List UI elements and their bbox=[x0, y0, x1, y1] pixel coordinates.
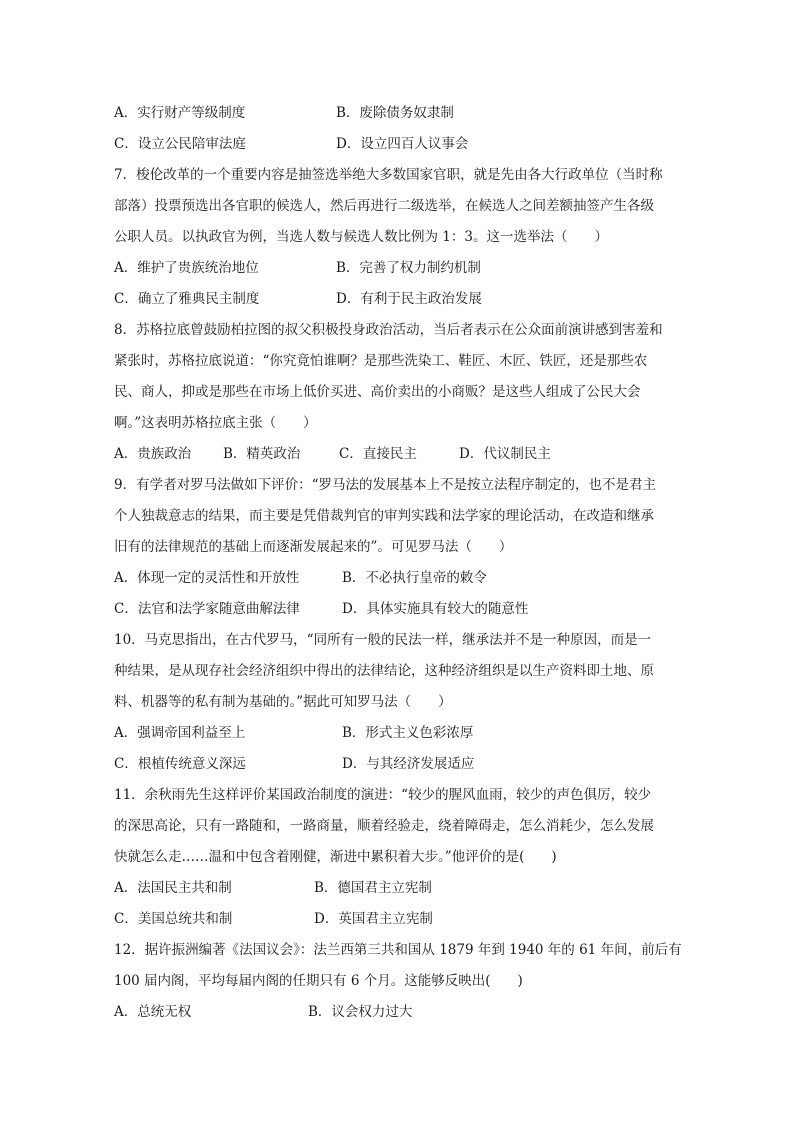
option-d: D．设立四百人议事会 bbox=[336, 136, 469, 152]
question-11-stem: 快就怎么走……温和中包含着刚健，渐进中累积着大步。”他评价的是( ) bbox=[114, 849, 557, 865]
option-a: A．维护了贵族统治地位 bbox=[114, 260, 259, 276]
question-7-stem: 公职人员。以执政官为例，当选人数与候选人数比例为 1：3。这一选举法（ ） bbox=[114, 229, 608, 245]
question-10-stem: 10．马克思指出，在古代罗马，“同所有一般的民法一样，继承法并不是一种原因，而是一 bbox=[114, 632, 652, 648]
option-c: C．确立了雅典民主制度 bbox=[114, 291, 260, 307]
question-12-stem: 100 届内阁，平均每届内阁的任期只有 6 个月。这能够反映出( ) bbox=[114, 973, 523, 989]
question-8-stem: 民、商人，抑或是那些在市场上低价买进、高价卖出的小商贩？是这些人组成了公民大会 bbox=[114, 384, 641, 400]
option-a: A．贵族政治 bbox=[114, 446, 192, 462]
option-c: C．直接民主 bbox=[339, 446, 417, 462]
option-a: A．体现一定的灵活性和开放性 bbox=[114, 570, 300, 586]
question-9-stem: 9．有学者对罗马法做如下评价：“罗马法的发展基本上不是按立法程序制定的，也不是君主 bbox=[114, 477, 656, 493]
option-b: B．完善了权力制约机制 bbox=[336, 260, 481, 276]
option-d: D．与其经济发展适应 bbox=[342, 756, 475, 772]
option-b: B．废除债务奴隶制 bbox=[336, 105, 454, 121]
option-d: D．英国君主立宪制 bbox=[314, 911, 433, 927]
question-7-stem: 部落）投票预选出各官职的候选人，然后再进行二级选举，在候选人之间差额抽签产生各级 bbox=[114, 198, 654, 214]
option-a: A．强调帝国利益至上 bbox=[114, 725, 246, 741]
option-d: D．有利于民主政治发展 bbox=[336, 291, 482, 307]
option-b: B．德国君主立宪制 bbox=[314, 880, 432, 896]
option-d: D．代议制民主 bbox=[459, 446, 551, 462]
question-12-stem: 12．据许振洲编著《法国议会》：法兰西第三共和国从 1879 年到 1940 年的 61 年间，前后有 bbox=[114, 942, 682, 958]
question-8-stem: 8．苏格拉底曾鼓励柏拉图的叔父积极投身政治活动，当后者表示在公众面前演讲感到害羞和 bbox=[114, 322, 663, 338]
option-a: A．实行财产等级制度 bbox=[114, 105, 246, 121]
question-7-stem: 7．梭伦改革的一个重要内容是抽签选举绝大多数国家官职，就是先由各大行政单位（当时称 bbox=[114, 167, 663, 183]
question-8-stem: 紧张时，苏格拉底说道：“你究竟怕谁啊？是那些洗染工、鞋匠、木匠、铁匠，还是那些农 bbox=[114, 353, 648, 369]
option-a: A．法国民主共和制 bbox=[114, 880, 232, 896]
option-b: B．议会权力过大 bbox=[308, 1004, 413, 1020]
option-c: C．设立公民陪审法庭 bbox=[114, 136, 246, 152]
question-11-stem: 的深思高论，只有一路随和，一路商量，顺着经验走，绕着障碍走，怎么消耗少，怎么发展 bbox=[114, 818, 654, 834]
question-9-stem: 旧有的法律规范的基础上而逐渐发展起来的”。可见罗马法（ ） bbox=[114, 539, 513, 555]
option-c: C．根植传统意义深远 bbox=[114, 756, 246, 772]
question-8-stem: 啊。”这表明苏格拉底主张（ ） bbox=[114, 415, 317, 431]
question-10-stem: 种结果，是从现存社会经济组织中得出的法律结论，这种经济组织是以生产资料即土地、原 bbox=[114, 663, 654, 679]
question-9-stem: 个人独裁意志的结果，而主要是凭借裁判官的审判实践和法学家的理论活动，在改造和继承 bbox=[114, 508, 654, 524]
question-11-stem: 11．余秋雨先生这样评价某国政治制度的演进：“较少的腥风血雨，较少的声色俱厉，较少 bbox=[114, 787, 652, 803]
option-b: B．精英政治 bbox=[223, 446, 301, 462]
option-c: C．美国总统共和制 bbox=[114, 911, 233, 927]
option-a: A．总统无权 bbox=[114, 1004, 192, 1020]
option-b: B．形式主义色彩浓厚 bbox=[342, 725, 474, 741]
question-10-stem: 料、机器等的私有制为基础的。”据此可知罗马法（ ） bbox=[114, 694, 452, 710]
option-d: D．具体实施具有较大的随意性 bbox=[342, 601, 529, 617]
option-b: B．不必执行皇帝的敕令 bbox=[342, 570, 487, 586]
option-c: C．法官和法学家随意曲解法律 bbox=[114, 601, 300, 617]
